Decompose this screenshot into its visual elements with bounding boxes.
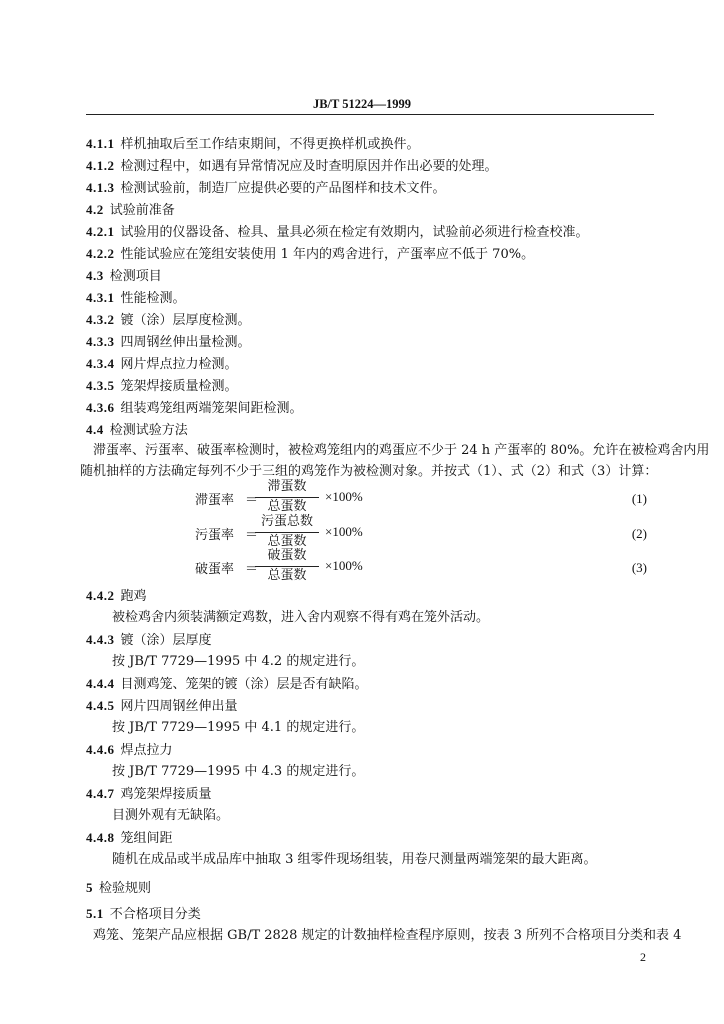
denominator: 总蛋数 [267,568,307,583]
clause-text: 性能试验应在笼组安装使用 1 年内的鸡舍进行，产蛋率应不低于 70%。 [120,247,535,262]
clause-body: 按 JB/T 7729—1995 中 4.3 的规定进行。 [112,764,365,779]
section-5-heading [86,878,151,899]
header-rule [86,114,654,115]
clause-number: 4.3.6 [86,400,115,415]
clause-number: 4.1.1 [86,136,115,151]
paragraph-5-1: 鸡笼、笼架产品应根据 GB/T 2828 规定的计数抽样检查程序原则，按表 3 所列不合格项目分类和表 4 [80,928,682,943]
clause-4-4-5 [86,696,238,717]
clause-number: 4.4.8 [86,830,115,845]
clause-body: 按 JB/T 7729—1995 中 4.2 的规定进行。 [112,654,365,669]
clause-4-4-8 [86,828,173,849]
clause-number: 4.1.3 [86,180,115,195]
clause-4-4-4 [86,674,368,695]
clause-number: 4.4.3 [86,632,115,647]
clause-number: 4.4 [86,422,104,437]
clause-text: 检测试验前，制造厂应提供必要的产品图样和技术文件。 [120,181,446,196]
paragraph-line: 随机抽样的方法确定每列不少于三组的鸡笼作为被检测对象。并按式（1）、式（2）和式（3）计算： [80,464,658,479]
clause-4-3-1 [86,288,186,309]
formula-1 [195,478,655,518]
paragraph-line: 滞蛋率、污蛋率、破蛋率检测时，被检鸡笼组内的鸡蛋应不少于 24 h 产蛋率的 80%。允许在被检鸡舍内用 [80,443,710,458]
clause-text: 组装鸡笼组两端笼架间距检测。 [120,401,303,416]
clause-text: 试验前准备 [109,203,175,218]
page-number: 2 [640,950,646,964]
clause-4-3-6 [86,398,303,419]
equation-number: (1) [631,491,647,506]
section-title: 不合格项目分类 [109,907,201,922]
clause-text: 性能检测。 [120,291,186,306]
clause-text: 样机抽取后至工作结束期间，不得更换样机或换件。 [120,137,420,152]
equals-sign: ＝ [245,493,259,508]
clause-4-3-4 [86,354,238,375]
clause-4-4-7 [86,784,212,805]
clause-title: 网片四周钢丝伸出量 [120,699,238,714]
clause-text: 检测过程中，如遇有异常情况应及时查明原因并作出必要的处理。 [120,159,498,174]
clause-number: 4.2.2 [86,246,115,261]
standard-number: JB/T 51224—1999 [312,97,412,111]
clause-4-4-2 [86,586,147,607]
clause-number: 4.4.4 [86,676,115,691]
clause-text: 四周钢丝伸出量检测。 [120,335,251,350]
clause-4-3-3 [86,332,251,353]
paragraph-4-4 [80,440,710,482]
clause-body: 被检鸡舍内须装满额定鸡数，进入舍内观察不得有鸡在笼外活动。 [112,610,490,625]
clause-4-4-3 [86,630,212,651]
clause-number: 4.3.4 [86,356,115,371]
multiplier: ×100% [325,524,363,539]
clause-title: 镀（涂）层厚度 [120,633,212,648]
clause-text: 网片焊点拉力检测。 [120,357,238,372]
clause-number: 4.3.1 [86,290,115,305]
denominator: 总蛋数 [267,534,307,549]
clause-title: 笼组间距 [120,831,173,846]
numerator: 污蛋总数 [260,514,313,529]
clause-number: 4.3.3 [86,334,115,349]
clause-title: 目测鸡笼、笼架的镀（涂）层是否有缺陷。 [120,677,368,692]
clause-title: 跑鸡 [120,589,147,604]
section-title: 检验规则 [99,881,152,896]
clause-text: 检测项目 [109,269,162,284]
formula-3 [195,547,655,587]
clause-4-1-3 [86,178,446,199]
clause-number: 4.4.7 [86,786,115,801]
clause-text: 检测试验方法 [109,423,188,438]
multiplier: ×100% [325,489,363,504]
clause-4-1-1 [86,134,420,155]
section-number: 5.1 [86,906,104,921]
clause-4-3-5 [86,376,238,397]
equals-sign: ＝ [245,562,259,577]
clause-4-4 [86,420,188,441]
clause-number: 4.4.5 [86,698,115,713]
formula-lhs: 污蛋率 [195,528,235,543]
numerator: 破蛋数 [267,548,307,563]
clause-4-2-2 [86,244,534,265]
clause-4-2 [86,200,175,221]
clause-text: 镀（涂）层厚度检测。 [120,313,251,328]
clause-4-3 [86,266,162,287]
numerator: 滞蛋数 [267,479,307,494]
clause-text: 笼架焊接质量检测。 [120,379,238,394]
clause-number: 4.2.1 [86,224,115,239]
fraction [255,513,319,551]
equation-number: (2) [631,526,647,541]
clause-text: 试验用的仪器设备、检具、量具必须在检定有效期内，试验前必须进行检查校准。 [120,225,589,240]
clause-number: 4.3 [86,268,104,283]
formula-lhs: 破蛋率 [195,562,235,577]
fraction [255,547,319,585]
clause-title: 焊点拉力 [120,743,173,758]
equals-sign: ＝ [245,528,259,543]
clause-number: 4.3.2 [86,312,115,327]
formula-lhs: 滞蛋率 [195,493,235,508]
clause-number: 4.3.5 [86,378,115,393]
clause-body: 按 JB/T 7729—1995 中 4.1 的规定进行。 [112,720,365,735]
clause-body: 目测外观有无缺陷。 [112,808,230,823]
equation-number: (3) [631,560,647,575]
section-5-1-heading [86,904,201,925]
clause-4-3-2 [86,310,251,331]
fraction [255,478,319,516]
section-number: 5 [86,880,93,895]
clause-number: 4.4.2 [86,588,115,603]
multiplier: ×100% [325,558,363,573]
denominator: 总蛋数 [267,499,307,514]
clause-number: 4.2 [86,202,104,217]
clause-title: 鸡笼架焊接质量 [120,787,212,802]
clause-4-1-2 [86,156,498,177]
clause-body: 随机在成品或半成品库中抽取 3 组零件现场组装，用卷尺测量两端笼架的最大距离。 [112,852,597,867]
clause-number: 4.4.6 [86,742,115,757]
clause-number: 4.1.2 [86,158,115,173]
clause-4-2-1 [86,222,589,243]
clause-4-4-6 [86,740,173,761]
